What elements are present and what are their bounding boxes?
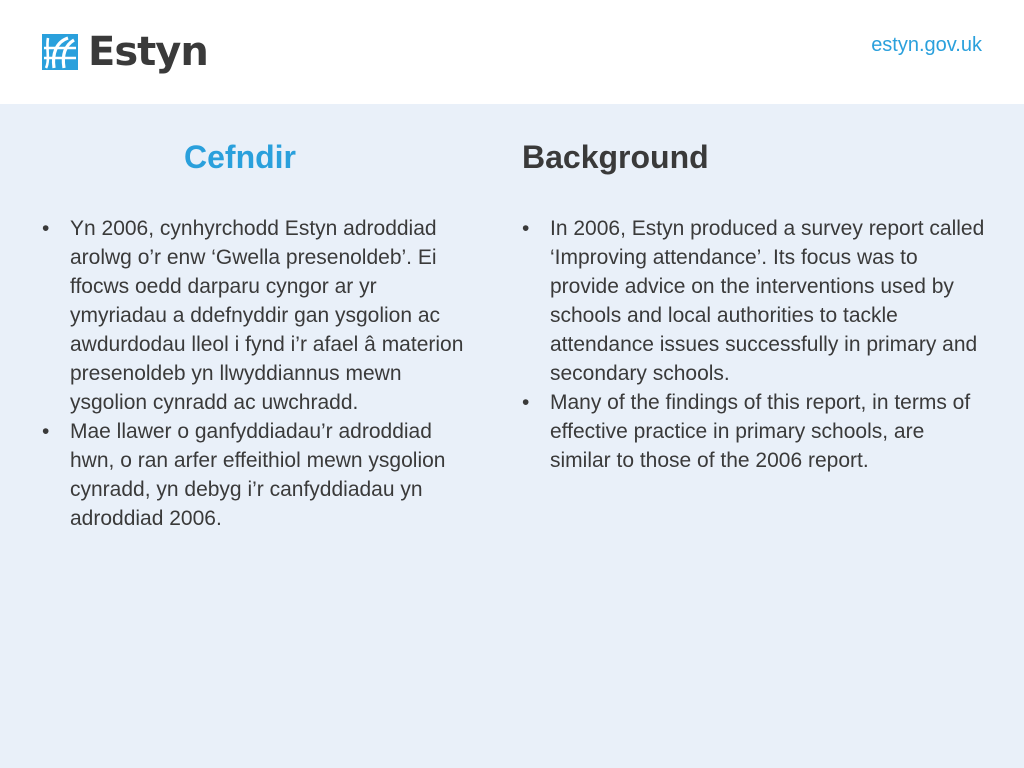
list-item bbox=[518, 214, 988, 388]
bullet-text: Many of the findings of this report, in terms of effective practice in primary schools, are similar to those of the 2006 report. bbox=[550, 391, 971, 472]
estyn-logo[interactable] bbox=[42, 29, 208, 75]
site-url-link[interactable]: estyn.gov.uk bbox=[871, 34, 982, 56]
estyn-logo-icon bbox=[42, 34, 78, 70]
english-bullet-list bbox=[518, 214, 988, 475]
welsh-heading: Cefndir bbox=[184, 139, 296, 175]
english-heading: Background bbox=[522, 139, 709, 175]
list-item bbox=[518, 388, 988, 475]
bullet-text: Yn 2006, cynhyrchodd Estyn adroddiad arolwg o’r enw ‘Gwella presenoldeb’. Ei ffocws oedd darparu cyngor ar yr ymyriadau a ddefnyddir gan ysgolion ac awdurdodau lleol i fynd i’r afael â materion presenoldeb yn llwyddiannus mewn ysgolion cynradd ac uwchradd. bbox=[70, 217, 464, 414]
bullet-icon: • bbox=[42, 217, 50, 240]
welsh-column bbox=[38, 136, 478, 533]
welsh-bullet-list bbox=[38, 214, 478, 533]
bullet-icon: • bbox=[42, 420, 50, 443]
list-item bbox=[38, 417, 478, 533]
english-column bbox=[518, 136, 988, 475]
bullet-icon: • bbox=[522, 217, 530, 240]
brand-name: Estyn bbox=[88, 29, 208, 75]
bullet-text: In 2006, Estyn produced a survey report called ‘Improving attendance’. Its focus was to provide advice on the interventions used by schools and local authorities to tackle attendance issues successfully in primary and secondary schools. bbox=[550, 217, 985, 385]
bullet-text: Mae llawer o ganfyddiadau’r adroddiad hwn, o ran arfer effeithiol mewn ysgolion cynradd, yn debyg i’r canfyddiadau yn adroddiad 2006. bbox=[70, 420, 446, 530]
bullet-icon: • bbox=[522, 391, 530, 414]
list-item bbox=[38, 214, 478, 417]
header-bar bbox=[0, 0, 1024, 104]
